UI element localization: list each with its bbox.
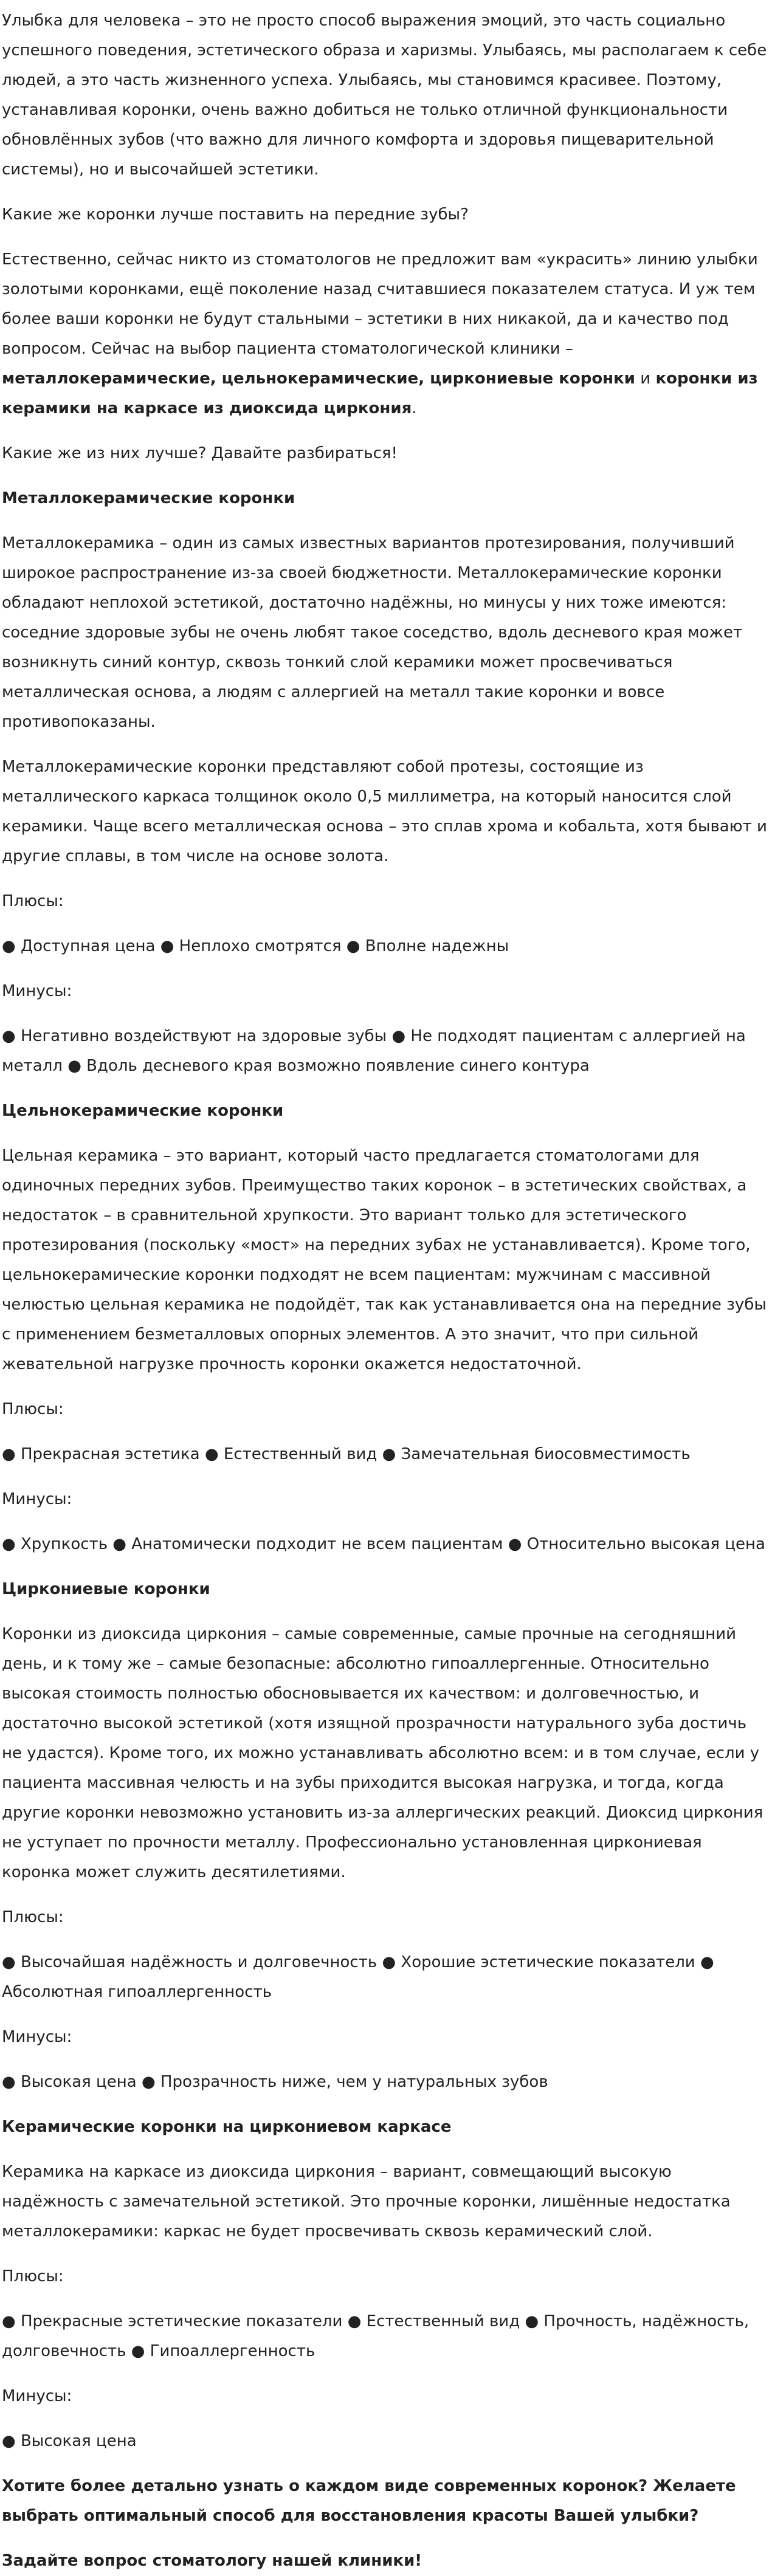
intro-options-and: и [635, 369, 656, 388]
intro-options-end: . [412, 399, 417, 417]
list-item: ● Хрупкость [2, 1535, 108, 1553]
list-item: ● Прочность, надёжность, долговечность [2, 2312, 750, 2360]
zirconia-cons-label: Минусы: [2, 2028, 72, 2046]
intro-options-paragraph [2, 245, 767, 424]
intro-options-bold-first: металлокерамические, цельнокерамические, циркониевые коронки [2, 369, 636, 388]
list-item: ● Прозрачность ниже, чем у натуральных зубов [141, 2073, 548, 2091]
zirconia-pros-list [2, 1948, 767, 2007]
list-item: ● Относительно высокая цена [508, 1535, 765, 1553]
intro-question: Какие же коронки лучше поставить на передние зубы? [2, 205, 469, 224]
ceramic-on-zirconia-paragraph: Керамика на каркасе из диоксида циркония – вариант, совмещающий высокую надёжность с замечательной эстетикой. Это прочные коронки, лишённые недостатка металлокерамики: каркас не будет просвечивать сквозь керамический слой. [2, 2163, 731, 2241]
list-item: ● Естественный вид [347, 2312, 520, 2330]
section-title-zirconia: Циркониевые коронки [2, 1580, 210, 1598]
list-item: ● Доступная цена [2, 937, 156, 955]
cta-action: Задайте вопрос стоматологу нашей клиники! [2, 2552, 422, 2570]
list-item: ● Вполне надежны [346, 937, 509, 955]
list-item: ● Не подходят пациентам с аллергией на металл [2, 1027, 746, 1075]
cta-question: Хотите более детально узнать о каждом виде современных коронок? Желаете выбрать оптимальный способ для восстановления красоты Вашей улыбки? [2, 2477, 736, 2525]
list-item: ● Прекрасные эстетические показатели [2, 2312, 343, 2330]
all-ceramic-cons-list [2, 1530, 767, 1559]
all-ceramic-pros-list [2, 1440, 767, 1469]
metal-ceramic-pros-list [2, 932, 767, 961]
list-item: ● Гипоаллергенность [131, 2342, 315, 2360]
list-item: ● Высочайшая надёжность и долговечность [2, 1953, 377, 1971]
metal-ceramic-pros-label: Плюсы: [2, 892, 64, 910]
metal-ceramic-paragraph-1: Металлокерамика – один из самых известных вариантов протезирования, получивший широкое распространение из-за своей бюджетности. Металлокерамические коронки обладают неплохой эстетикой, достаточно надёжны, но минусы у них тоже имеются: соседние здоровые зубы не очень любят такое соседство, вдоль десневого края может возникнуть синий контур, сквозь тонкий слой керамики может просвечиваться металлическая основа, а людям с аллергией на металл такие коронки и вовсе противопоказаны. [2, 534, 743, 731]
intro-options-bold-second: коронки из керамики на каркасе из диоксида циркония [2, 369, 758, 417]
intro-paragraph: Улыбка для человека – это не просто способ выражения эмоций, это часть социально успешного поведения, эстетического образа и харизмы. Улыбаясь, мы располагаем к себе людей, а это часть жизненного успеха. Улыбаясь, мы становимся красивее. Поэтому, устанавливая коронки, очень важно добиться не только отличной функциональности обновлённых зубов (что важно для личного комфорта и здоровья пищеварительной системы), но и высочайшей эстетики. [2, 12, 767, 179]
section-title-all-ceramic: Цельнокерамические коронки [2, 1102, 284, 1120]
ceramic-on-zirconia-pros-label: Плюсы: [2, 2267, 64, 2286]
list-item: ● Высокая цена [2, 2073, 137, 2091]
list-item: ● Естественный вид [204, 1445, 377, 1463]
section-title-ceramic-on-zirconia: Керамические коронки на циркониевом каркасе [2, 2118, 452, 2136]
list-item: ● Вдоль десневого края возможно появление синего контура [67, 1057, 590, 1075]
list-item: ● Анатомически подходит не всем пациентам [112, 1535, 503, 1553]
zirconia-pros-label: Плюсы: [2, 1908, 64, 1926]
list-item: ● Негативно воздействуют на здоровые зубы [2, 1027, 387, 1045]
zirconia-paragraph: Коронки из диоксида циркония – самые современные, самые прочные на сегодняшний день, и к тому же – самые безопасные: абсолютно гипоаллергенные. Относительно высокая стоимость полностью обосновывается их качеством: и долговечностью, и достаточно высокой эстетикой (хотя изящной прозрачности натурального зуба достичь не удастся). Кроме того, их можно устанавливать абсолютно всем: и в том случае, если у пациента массивная челюсть и на зубы приходится высокая нагрузка, и тогда, когда другие коронки невозможно установить из-за аллергических реакций. Диоксид циркония не уступает по прочности металлу. Профессионально установленная циркониевая коронка может служить десятилетиями. [2, 1625, 763, 1881]
ceramic-on-zirconia-pros-list [2, 2307, 767, 2366]
list-item: ● Прекрасная эстетика [2, 1445, 200, 1463]
all-ceramic-pros-label: Плюсы: [2, 1400, 64, 1418]
intro-call: Какие же из них лучше? Давайте разбираться! [2, 444, 398, 462]
ceramic-on-zirconia-cons-label: Минусы: [2, 2387, 72, 2405]
intro-options-text: Естественно, сейчас никто из стоматологов не предложит вам «украсить» линию улыбки золотыми коронками, ещё поколение назад считавшиеся показателем статуса. И уж тем более ваши коронки не будут стальными – эстетики в них никакой, да и качество под вопросом. Сейчас на выбор пациента стоматологической клиники – [2, 250, 758, 358]
list-item: ● Замечательная биосовместимость [382, 1445, 691, 1463]
metal-ceramic-paragraph-2: Металлокерамические коронки представляют собой протезы, состоящие из металлического каркаса толщинок около 0,5 миллиметра, на который наносится слой керамики. Чаще всего металлическая основа – это сплав хрома и кобальта, хотя бывают и другие сплавы, в том числе на основе золота. [2, 758, 767, 865]
list-item: ● Хорошие эстетические показатели [382, 1953, 695, 1971]
section-title-metal-ceramic: Металлокерамические коронки [2, 489, 295, 507]
list-item: ● Абсолютная гипоаллергенность [2, 1953, 714, 2001]
metal-ceramic-cons-list [2, 1022, 767, 1081]
zirconia-cons-list [2, 2067, 767, 2097]
list-item: ● Неплохо смотрятся [160, 937, 342, 955]
ceramic-on-zirconia-cons-list [2, 2427, 767, 2456]
all-ceramic-cons-label: Минусы: [2, 1490, 72, 1508]
metal-ceramic-cons-label: Минусы: [2, 982, 72, 1000]
all-ceramic-paragraph: Цельная керамика – это вариант, который часто предлагается стоматологами для одиночных передних зубов. Преимущество таких коронок – в эстетических свойствах, а недостаток – в сравнительной хрупкости. Это вариант только для эстетического протезирования (поскольку «мост» на передних зубах не устанавливается). Кроме того, цельнокерамические коронки подходят не всем пациентам: мужчинам с массивной челюстью цельная керамика не подойдёт, так как устанавливается она на передние зубы с применением безметалловых опорных элементов. А это значит, что при сильной жевательной нагрузке прочность коронки окажется недостаточной. [2, 1147, 767, 1373]
list-item: ● Высокая цена [2, 2432, 137, 2450]
